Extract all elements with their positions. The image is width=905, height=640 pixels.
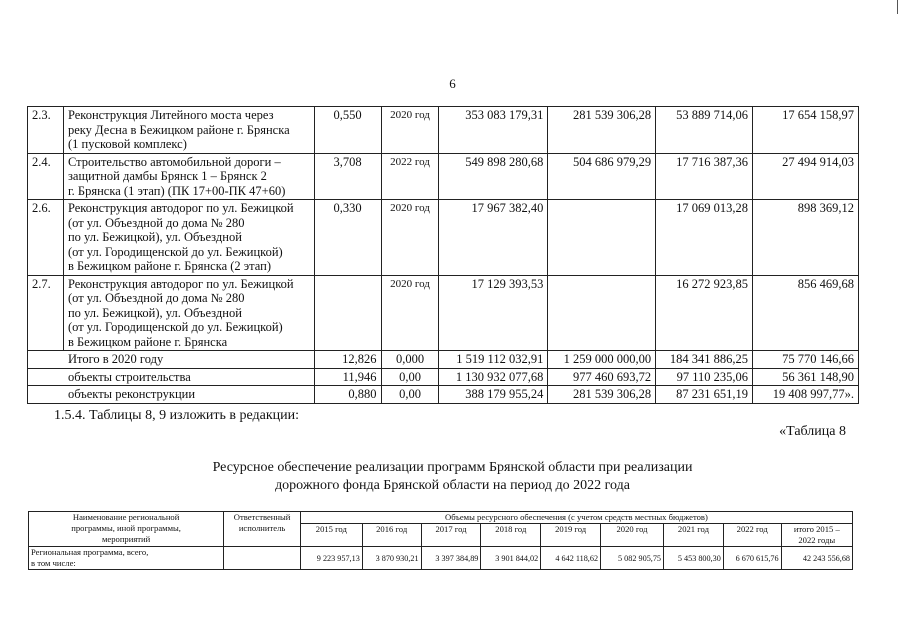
year: 2020 год <box>381 200 439 276</box>
total-cost: 17 967 382,40 <box>439 200 548 276</box>
object-name: Реконструкция Литейного моста через реку Десна в Бежицком районе г. Брянска (1 пусковой комплекс) <box>63 107 314 154</box>
header-year: 2021 год <box>664 524 724 547</box>
header-year: 2020 год <box>601 524 664 547</box>
header-resource-volumes: Объемы ресурсного обеспечения (с учетом средств местных бюджетов) <box>300 512 852 524</box>
federal-budget: 504 686 979,29 <box>548 153 656 200</box>
length-km: 0,550 <box>314 107 381 154</box>
total-label: объекты строительства <box>28 368 315 386</box>
year: 2022 год <box>381 153 439 200</box>
year: 0,00 <box>381 368 439 386</box>
federal-budget: 1 259 000 000,00 <box>548 351 656 369</box>
total-label: объекты реконструкции <box>28 386 315 404</box>
regional-budget: 97 110 235,06 <box>656 368 753 386</box>
object-name: Реконструкция автодорог по ул. Бежицкой (от ул. Объездной до дома № 280 по ул. Бежицкой), ул. Объездной (от ул. Городищенской до ул. Бежицкой) в Бежицком районе г. Брянска (2 этап) <box>63 200 314 276</box>
total-cost: 1 130 932 077,68 <box>439 368 548 386</box>
year: 2020 год <box>381 107 439 154</box>
object-name: Строительство автомобильной дороги – защитной дамбы Брянск 1 – Брянск 2 г. Брянска (1 этап) (ПК 17+00-ПК 47+60) <box>63 153 314 200</box>
edge-mark <box>897 0 898 14</box>
header-year: 2015 год <box>300 524 362 547</box>
total-cost: 1 519 112 032,91 <box>439 351 548 369</box>
header-year: 2017 год <box>421 524 481 547</box>
program-row <box>29 547 853 570</box>
header-name: Наименование региональной программы, иной программы, мероприятий <box>29 512 224 547</box>
program-value: 4 642 118,62 <box>541 547 601 570</box>
total-cost: 17 129 393,53 <box>439 275 548 351</box>
length-km: 12,826 <box>314 351 381 369</box>
program-value: 3 397 384,89 <box>421 547 481 570</box>
federal-budget: 281 539 306,28 <box>548 386 656 404</box>
header-responsible: Ответственный исполнитель <box>224 512 301 547</box>
instruction-text: 1.5.4. Таблицы 8, 9 изложить в редакции: <box>54 408 300 423</box>
program-value: 42 243 556,68 <box>781 547 852 570</box>
row-number: 2.4. <box>28 153 64 200</box>
row-number: 2.6. <box>28 200 64 276</box>
federal-budget: 977 460 693,72 <box>548 368 656 386</box>
program-value: 5 453 800,30 <box>664 547 724 570</box>
title-line-2: дорожного фонда Брянской области на период до 2022 года <box>275 478 630 493</box>
local-budget: 19 408 997,77». <box>753 386 859 404</box>
program-responsible <box>224 547 301 570</box>
object-row <box>28 153 859 200</box>
header-year: 2019 год <box>541 524 601 547</box>
length-km: 11,946 <box>314 368 381 386</box>
regional-budget: 87 231 651,19 <box>656 386 753 404</box>
local-budget: 75 770 146,66 <box>753 351 859 369</box>
length-km: 0,880 <box>314 386 381 404</box>
federal-budget: 281 539 306,28 <box>548 107 656 154</box>
regional-budget: 17 716 387,36 <box>656 153 753 200</box>
length-km: 0,330 <box>314 200 381 276</box>
local-budget: 27 494 914,03 <box>753 153 859 200</box>
program-value: 9 223 957,13 <box>300 547 362 570</box>
program-value: 5 082 905,75 <box>601 547 664 570</box>
header-year: итого 2015 – 2022 годы <box>781 524 852 547</box>
row-number: 2.7. <box>28 275 64 351</box>
total-row <box>28 386 859 404</box>
total-label: Итого в 2020 году <box>28 351 315 369</box>
local-budget: 17 654 158,97 <box>753 107 859 154</box>
row-number: 2.3. <box>28 107 64 154</box>
page-number: 6 <box>449 76 456 91</box>
year: 0,00 <box>381 386 439 404</box>
object-row <box>28 200 859 276</box>
header-year: 2018 год <box>481 524 541 547</box>
year: 0,000 <box>381 351 439 369</box>
object-name: Реконструкция автодорог по ул. Бежицкой (от ул. Объездной до дома № 280 по ул. Бежицкой), ул. Объездной (от ул. Городищенской до ул. Бежицкой) в Бежицком районе г. Брянска <box>63 275 314 351</box>
length-km: 3,708 <box>314 153 381 200</box>
regional-budget: 17 069 013,28 <box>656 200 753 276</box>
local-budget: 898 369,12 <box>753 200 859 276</box>
regional-budget: 53 889 714,06 <box>656 107 753 154</box>
total-cost: 353 083 179,31 <box>439 107 548 154</box>
program-value: 3 870 930,21 <box>362 547 421 570</box>
length-km <box>314 275 381 351</box>
table-label: «Таблица 8 <box>779 424 846 439</box>
total-cost: 549 898 280,68 <box>439 153 548 200</box>
regional-budget: 184 341 886,25 <box>656 351 753 369</box>
table-title <box>0 459 905 495</box>
total-cost: 388 179 955,24 <box>439 386 548 404</box>
local-budget: 56 361 148,90 <box>753 368 859 386</box>
object-row <box>28 107 859 154</box>
year: 2020 год <box>381 275 439 351</box>
program-name: Региональная программа, всего, в том числе: <box>29 547 224 570</box>
program-value: 3 901 844,02 <box>481 547 541 570</box>
regional-budget: 16 272 923,85 <box>656 275 753 351</box>
resource-table <box>28 511 853 570</box>
program-value: 6 670 615,76 <box>723 547 781 570</box>
header-year: 2016 год <box>362 524 421 547</box>
local-budget: 856 469,68 <box>753 275 859 351</box>
objects-table <box>27 106 859 404</box>
object-row <box>28 275 859 351</box>
total-row <box>28 351 859 369</box>
title-line-1: Ресурсное обеспечение реализации программ Брянской области при реализации <box>212 460 693 475</box>
header-row <box>29 512 853 524</box>
header-year: 2022 год <box>723 524 781 547</box>
federal-budget <box>548 275 656 351</box>
federal-budget <box>548 200 656 276</box>
total-row <box>28 368 859 386</box>
